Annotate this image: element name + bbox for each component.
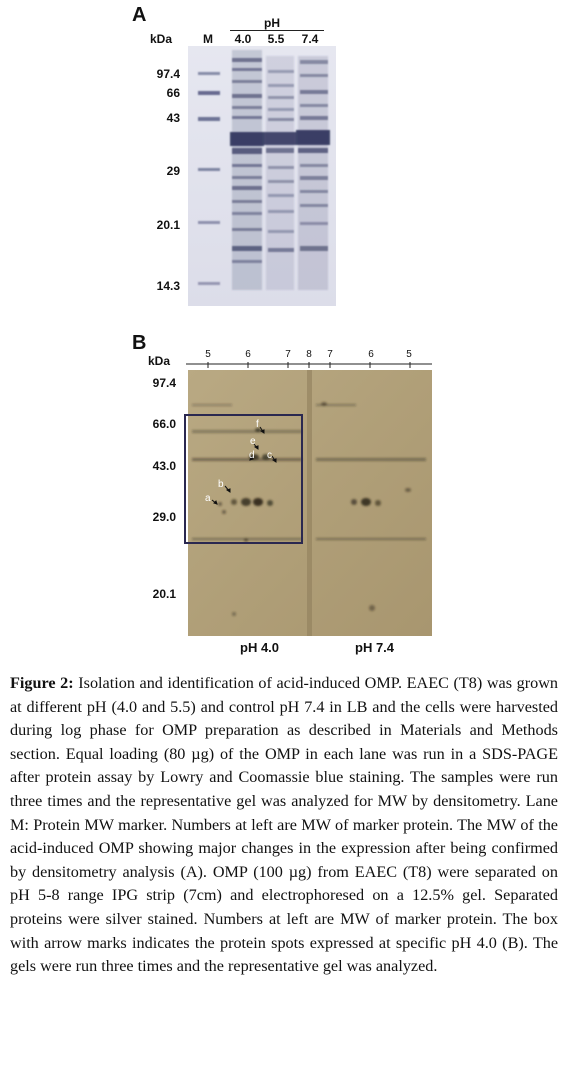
spot-label-b: b	[218, 479, 224, 490]
panel-a-label: A	[132, 4, 147, 26]
panel-a-lane-label: 4.0	[234, 32, 252, 46]
panel-a-lane-label: 5.5	[267, 32, 285, 46]
panel-a-mw-label: 20.1	[156, 218, 180, 232]
spot-arrows	[200, 418, 290, 518]
panel-b-mw-label: 97.4	[152, 376, 176, 390]
caption-title: Figure 2:	[10, 674, 74, 692]
panel-b-ph-tick: 7	[327, 349, 333, 360]
panel-b-ph-tick: 6	[245, 349, 251, 360]
figure-caption	[10, 672, 558, 979]
panel-a-mw-label: 29	[166, 164, 180, 178]
panel-a-marker-lane-label: M	[203, 32, 213, 46]
panel-b-kda-label: kDa	[148, 354, 171, 368]
spot-label-e: e	[250, 436, 256, 447]
panel-a-mw-label: 43	[166, 111, 180, 125]
spot-label-c: c	[267, 450, 272, 461]
panel-b-ph-tick: 5	[406, 349, 412, 360]
panel-a-ph-rule	[230, 30, 324, 31]
panel-b-mw-label: 29.0	[152, 510, 176, 524]
spot-label-a: a	[205, 493, 211, 504]
panel-b-mw-label: 66.0	[152, 417, 176, 431]
panel-a-sds-page-gel	[188, 46, 336, 306]
panel-b-ph-tick: 7	[285, 349, 291, 360]
gel-label-ph-7-4: pH 7.4	[355, 640, 395, 655]
panel-b-ph-tick: 8	[306, 349, 312, 360]
panel-b-label: B	[132, 332, 147, 354]
panel-b-mw-label: 43.0	[152, 459, 176, 473]
caption-text: Isolation and identification of acid-induced OMP. EAEC (T8) was grown at different pH (4.0 and 5.5) and control pH 7.4 in LB and the cells were harvested during log phase for OMP preparation as described in Materials and Methods section. Equal loading (80 µg) of the OMP in each lane was run in a SDS-PAGE after protein assay by Lowry and Coomassie blue staining. The samples were run three times and the representative gel was analyzed for MW by densitometry. Lane M: Protein MW marker. Numbers at left are MW of marker protein. The MW of the acid-induced OMP showing major changes in the expression after being confirmed by densitometry analysis (A). OMP (100 µg) from EAEC (T8) were separated on pH 5-8 range IPG strip (7cm) and electrophoresed on a 12.5% gel. Separated proteins were silver stained. Numbers at left are MW of marker protein. The box with arrow marks indicates the protein spots expressed at specific pH 4.0 (B). The gels were run three times and the representative gel was analyzed.	[10, 674, 559, 976]
panel-a-mw-label: 66	[166, 86, 180, 100]
panel-a-mw-label: 97.4	[156, 67, 180, 81]
gel-label-ph-4: pH 4.0	[240, 640, 280, 655]
panel-a-lane-label: 7.4	[301, 32, 319, 46]
panel-b-ph-tick: 5	[205, 349, 211, 360]
panel-b-ph-tick: 6	[368, 349, 374, 360]
panel-b-mw-label: 20.1	[152, 587, 176, 601]
spot-label-d: d	[249, 450, 255, 461]
spot-label-f: f	[256, 419, 259, 430]
panel-a-kda-label: kDa	[150, 32, 173, 46]
panel-a-mw-label: 14.3	[156, 279, 180, 293]
panel-a-ph-header: pH	[264, 16, 280, 30]
